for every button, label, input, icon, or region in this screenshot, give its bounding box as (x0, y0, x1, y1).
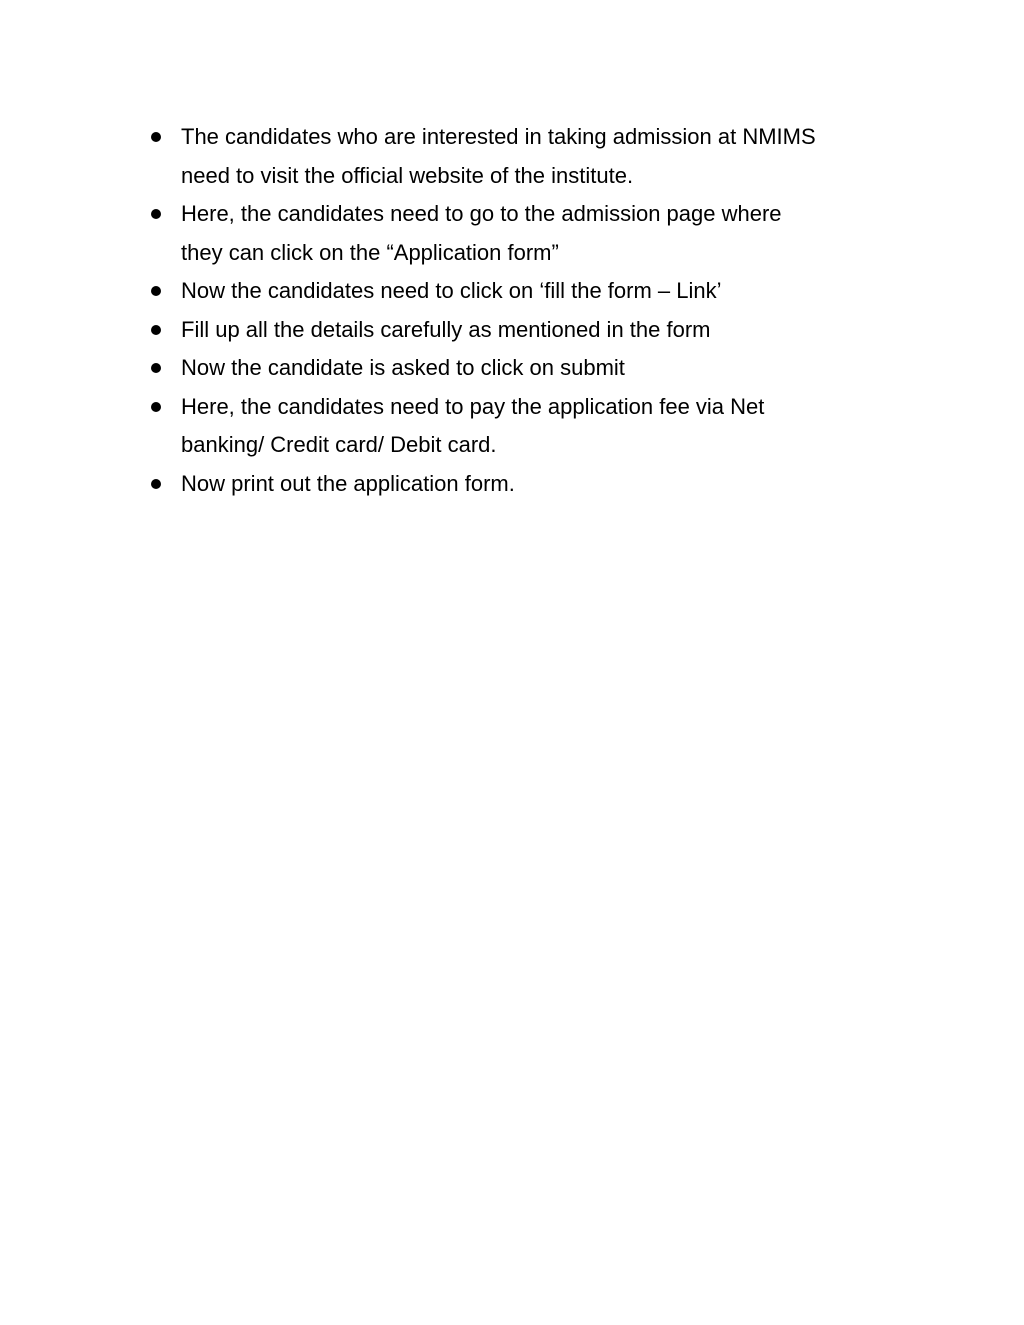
list-item (0, 272, 1024, 311)
list-item-text-line-1: Now print out the application form. (181, 470, 515, 496)
bullet-dot-icon (151, 132, 161, 142)
instruction-list (0, 118, 1024, 503)
list-item-text-line-1: Fill up all the details carefully as mentioned in the form (181, 316, 711, 342)
list-item-text-line-2: they can click on the “Application form” (181, 239, 559, 265)
list-item (0, 311, 1024, 350)
list-item (0, 195, 1024, 272)
list-item (0, 349, 1024, 388)
list-item-text-line-1: Here, the candidates need to go to the admission page where (181, 201, 782, 226)
bullet-dot-icon (151, 325, 161, 335)
list-item (0, 388, 1024, 465)
list-item-text-line-1: Now the candidate is asked to click on submit (181, 355, 625, 380)
list-item (0, 465, 1024, 504)
bullet-dot-icon (151, 479, 161, 489)
list-item (0, 118, 1024, 195)
list-item-text-line-2: need to visit the official website of the institute. (181, 162, 634, 188)
bullet-dot-icon (151, 286, 161, 296)
list-item-text-line-1: Here, the candidates need to pay the application fee via Net (181, 393, 765, 419)
bullet-dot-icon (151, 209, 161, 219)
list-item-text-line-1: The candidates who are interested in taking admission at NMIMS (181, 124, 816, 149)
bullet-dot-icon (151, 402, 161, 412)
bullet-dot-icon (151, 363, 161, 373)
list-item-text-line-1: Now the candidates need to click on ‘fill the form – Link’ (181, 278, 722, 303)
list-item-text-line-2: banking/ Credit card/ Debit card. (181, 432, 497, 457)
